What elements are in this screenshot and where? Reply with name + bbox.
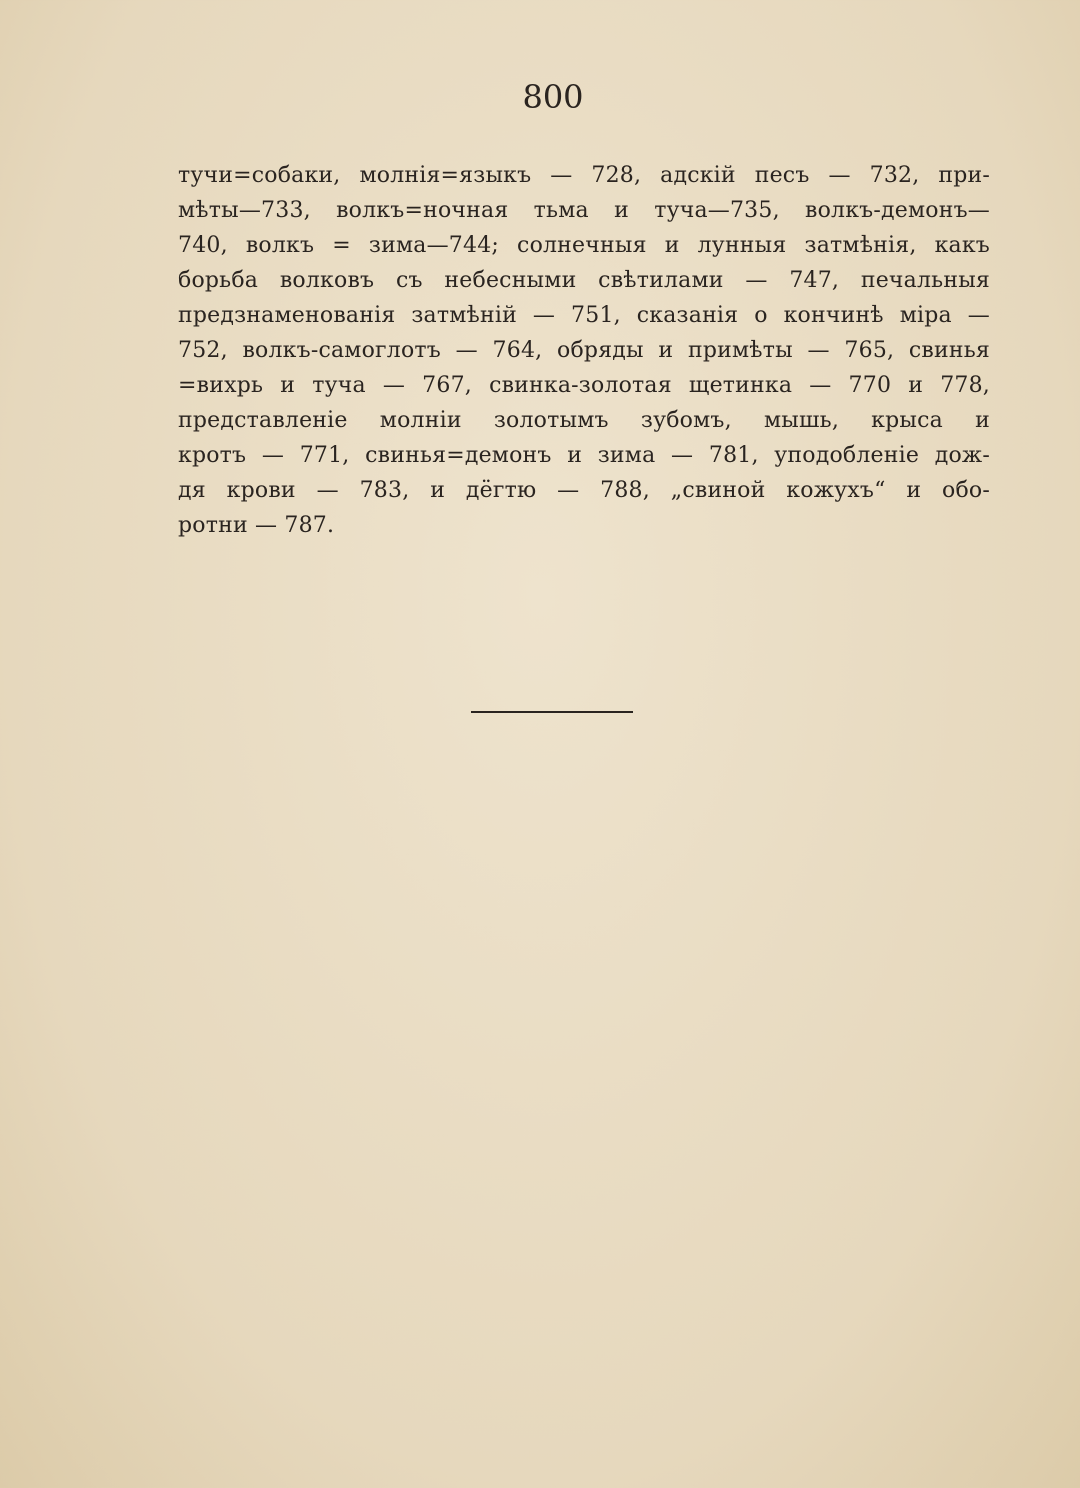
page-number: 800: [522, 78, 584, 116]
text-line: мѣты—733, волкъ=ночная тьма и туча—735, волкъ-демонъ—: [178, 198, 990, 223]
section-end-rule: [471, 711, 633, 713]
text-line: ротни — 787.: [178, 513, 335, 538]
text-line: дя крови — 783, и дёгтю — 788, „свиной кожухъ“ и обо-: [178, 478, 990, 503]
text-line: борьба волковъ съ небесными свѣтилами — 747, печальныя: [178, 268, 990, 293]
body-text: [178, 158, 990, 543]
text-line: представленіе молніи золотымъ зубомъ, мышь, крыса и: [178, 408, 990, 433]
text-line: 752, волкъ-самоглотъ — 764, обряды и примѣты — 765, свинья: [178, 338, 990, 363]
text-line: =вихрь и туча — 767, свинка-золотая щетинка — 770 и 778,: [178, 373, 990, 398]
text-line: предзнаменованія затмѣній — 751, сказанія о кончинѣ міра —: [178, 303, 990, 328]
text-line: тучи=собаки, молнія=языкъ — 728, адскій песъ — 732, при-: [178, 163, 990, 188]
text-line: кротъ — 771, свинья=демонъ и зима — 781, уподобленіе дож-: [178, 443, 990, 468]
text-line: 740, волкъ = зима—744; солнечныя и лунныя затмѣнія, какъ: [178, 233, 990, 258]
